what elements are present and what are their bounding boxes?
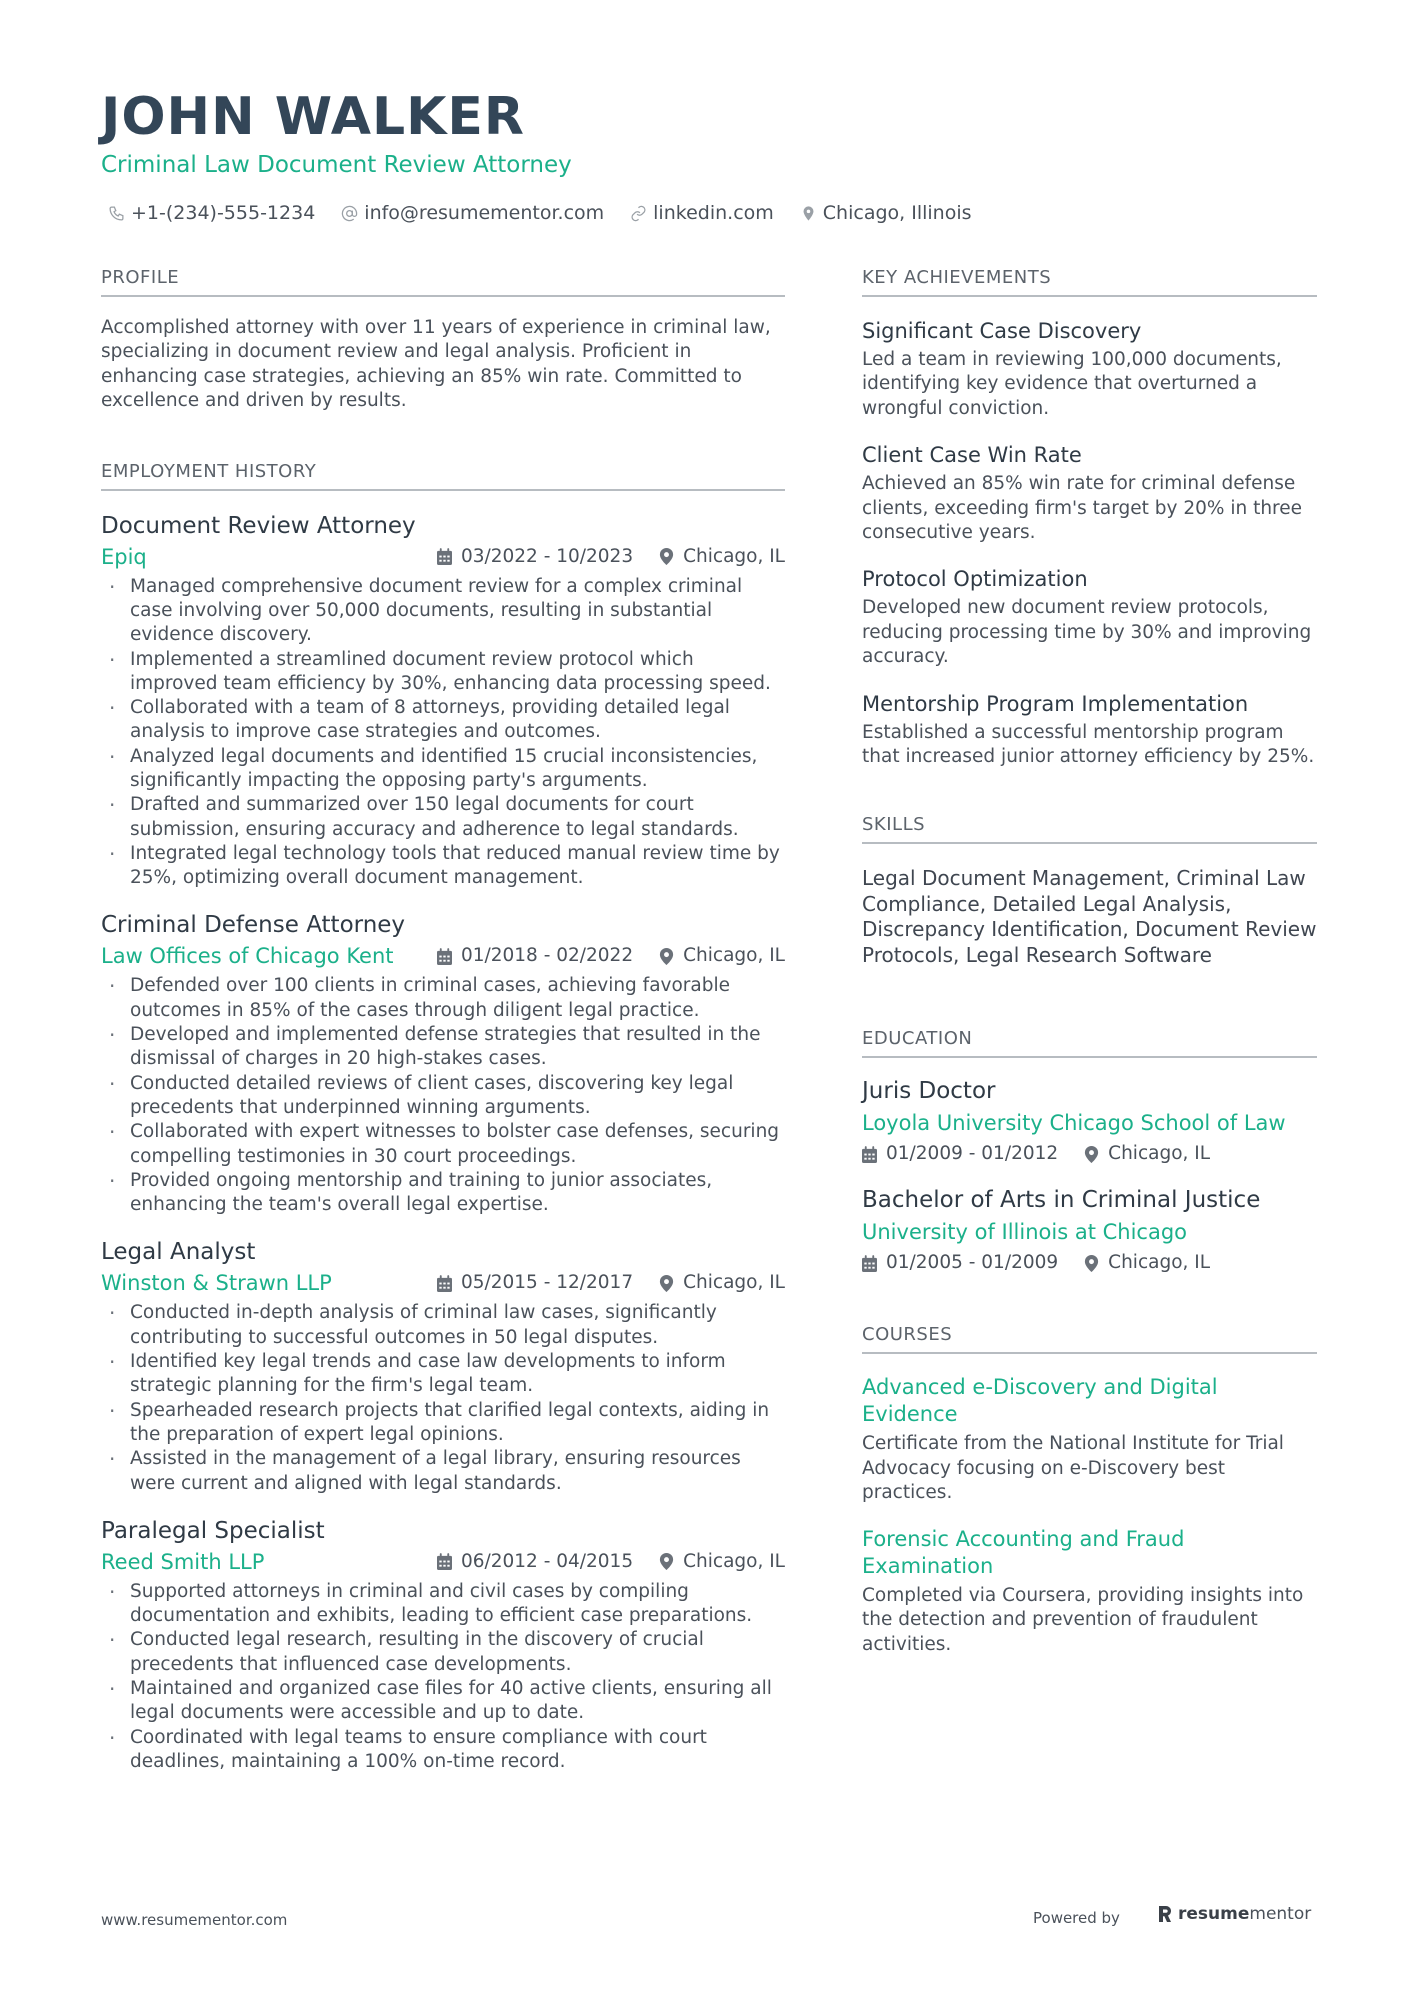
achievement-description: Developed new document review protocols, reducing processing time by 30% and improving accuracy. (862, 597, 1312, 668)
job-bullet: · Spearheaded research projects that clarified legal contexts, aiding in the preparation of expert legal opinions. (101, 1399, 785, 1448)
contact-phone[interactable] (108, 200, 315, 226)
at-icon (341, 205, 358, 222)
job-location-text: Chicago, IL (683, 945, 785, 967)
location-pin-icon (1084, 1255, 1099, 1272)
education-item (862, 1076, 1317, 1167)
course-item (862, 1526, 1317, 1657)
contact-email-text: info@resumementor.com (364, 202, 605, 224)
education-dates (862, 1250, 1058, 1276)
job-title: Criminal Defense Attorney (101, 912, 406, 939)
job-dates (437, 1549, 633, 1575)
skills-heading: SKILLS (862, 813, 1317, 844)
job-entry (101, 511, 785, 891)
courses-list (862, 1374, 1317, 1656)
course-title: Advanced e-Discovery and Digital Evidence (862, 1375, 1218, 1427)
location-pin-icon (659, 948, 674, 965)
school-name: Loyola University Chicago School of Law (862, 1111, 1286, 1136)
job-entry (101, 1237, 785, 1495)
brand-light-text: mentor (1249, 1904, 1312, 1924)
achievement-title: Client Case Win Rate (862, 443, 1082, 468)
footer-brand-logo[interactable] (1157, 1904, 1311, 1924)
contact-phone-text: +1-(234)-555-1234 (131, 202, 316, 224)
achievements-heading: KEY ACHIEVEMENTS (862, 266, 1317, 297)
job-date-location (437, 1270, 785, 1296)
education-location (1084, 1250, 1210, 1276)
education-item (862, 1185, 1317, 1276)
job-bullet: · Collaborated with expert witnesses to bolster case defenses, securing compelling testimonies in 30 court proceedings. (101, 1120, 785, 1169)
calendar-icon (437, 548, 452, 565)
job-meta (101, 1270, 785, 1296)
job-title: Document Review Attorney (101, 512, 416, 539)
job-location-text: Chicago, IL (683, 1550, 785, 1572)
course-item (862, 1374, 1317, 1505)
calendar-icon (862, 1255, 877, 1272)
right-column (862, 266, 1317, 1657)
job-title-headline: Criminal Law Document Review Attorney (101, 152, 572, 178)
job-dates-text: 03/2022 - 10/2023 (460, 545, 634, 567)
job-meta (101, 1549, 785, 1575)
employment-list (101, 511, 785, 1775)
skills-text: Legal Document Management, Criminal Law Compliance, Detailed Legal Analysis, Discrepancy Identification, Document Review Protocols, Legal Research Software (862, 866, 1317, 967)
job-entry (101, 1516, 785, 1774)
job-bullets (101, 1301, 785, 1495)
company-name: Winston & Strawn LLP (101, 1271, 332, 1296)
achievement-title: Significant Case Discovery (862, 319, 1142, 343)
courses-heading: COURSES (862, 1323, 1317, 1354)
job-title: Paralegal Specialist (101, 1517, 325, 1544)
calendar-icon (437, 1553, 452, 1570)
contact-email[interactable] (341, 200, 604, 226)
location-pin-icon (659, 1553, 674, 1570)
education-meta (862, 1250, 1317, 1276)
job-bullet: · Assisted in the management of a legal library, ensuring resources were current and aligned with legal standards. (101, 1447, 785, 1496)
job-location (659, 1549, 785, 1575)
footer-powered-by: Powered by (1033, 1909, 1120, 1927)
achievement-item (862, 690, 1317, 770)
achievement-description: Achieved an 85% win rate for criminal defense clients, exceeding firm's target by 20% in three consecutive years. (862, 473, 1303, 544)
contact-location-text: Chicago, Illinois (822, 202, 972, 224)
profile-text: Accomplished attorney with over 11 years of experience in criminal law, specializing in document review and legal analysis. Proficient in enhancing case strategies, achieving an 85% win rate. Committed to excellence and driven by results. (101, 317, 771, 412)
course-title: Forensic Accounting and Fraud Examination (862, 1526, 1185, 1578)
location-pin-icon (800, 205, 817, 222)
education-meta (862, 1141, 1317, 1167)
degree-name: Juris Doctor (862, 1078, 996, 1105)
job-bullet: · Identified key legal trends and case law developments to inform strategic planning for the firm's legal team. (101, 1350, 785, 1399)
contact-linkedin-text: linkedin.com (653, 202, 774, 224)
job-bullet: · Conducted in-depth analysis of criminal law cases, significantly contributing to successful outcomes in 50 legal disputes. (101, 1301, 785, 1350)
job-bullet: · Developed and implemented defense strategies that resulted in the dismissal of charges in 20 high-stakes cases. (101, 1023, 785, 1072)
job-dates-text: 06/2012 - 04/2015 (460, 1550, 634, 1572)
course-description: Certificate from the National Institute for Trial Advocacy focusing on e-Discovery best practices. (862, 1433, 1284, 1504)
job-bullet: · Conducted detailed reviews of client cases, discovering key legal precedents that underpinned winning arguments. (101, 1072, 785, 1121)
education-location (1084, 1141, 1210, 1167)
job-date-location (437, 544, 785, 570)
company-name: Reed Smith LLP (101, 1549, 265, 1574)
job-date-location (437, 943, 785, 969)
job-meta (101, 544, 785, 570)
link-icon (630, 205, 647, 222)
job-dates (437, 544, 633, 570)
school-name: University of Illinois at Chicago (862, 1220, 1188, 1245)
job-bullet: · Integrated legal technology tools that reduced manual review time by 25%, optimizing overall document management. (101, 842, 785, 891)
contact-linkedin[interactable] (630, 200, 774, 226)
job-location (659, 544, 785, 570)
calendar-icon (437, 948, 452, 965)
job-bullet: · Supported attorneys in criminal and civil cases by compiling documentation and exhibits, leading to efficient case preparations. (101, 1580, 785, 1629)
job-location-text: Chicago, IL (683, 1272, 785, 1294)
education-location-text: Chicago, IL (1108, 1143, 1211, 1165)
phone-icon (108, 205, 125, 222)
job-title: Legal Analyst (101, 1239, 256, 1266)
job-bullet: · Maintained and organized case files for 40 active clients, ensuring all legal documents were accessible and up to date. (101, 1677, 785, 1726)
job-bullets (101, 1580, 785, 1774)
achievement-item (862, 317, 1317, 421)
job-bullet: · Conducted legal research, resulting in the discovery of crucial precedents that influenced case developments. (101, 1628, 785, 1677)
job-location (659, 943, 785, 969)
location-pin-icon (659, 1275, 674, 1292)
achievement-description: Established a successful mentorship program that increased junior attorney efficiency by 25%. (862, 721, 1315, 768)
achievement-item (862, 565, 1317, 669)
job-bullet: · Defended over 100 clients in criminal cases, achieving favorable outcomes in 85% of the cases through diligent legal practice. (101, 974, 785, 1023)
course-description: Completed via Coursera, providing insights into the detection and prevention of fraudulent activities. (862, 1584, 1304, 1655)
job-bullet: · Collaborated with a team of 8 attorneys, providing detailed legal analysis to improve case strategies and outcomes. (101, 696, 785, 745)
calendar-icon (437, 1275, 452, 1292)
calendar-icon (862, 1146, 877, 1163)
candidate-name: JOHN WALKER (101, 87, 525, 147)
job-bullet: · Managed comprehensive document review for a complex criminal case involving over 50,000 documents, resulting in substantial evidence discovery. (101, 575, 785, 648)
profile-heading: PROFILE (101, 266, 785, 297)
job-date-location (437, 1549, 785, 1575)
education-dates-text: 01/2009 - 01/2012 (886, 1143, 1059, 1165)
achievement-item (862, 441, 1317, 545)
job-bullet: · Analyzed legal documents and identified 15 crucial inconsistencies, significantly impacting the opposing party's arguments. (101, 745, 785, 794)
education-heading: EDUCATION (862, 1027, 1317, 1058)
job-dates (437, 943, 633, 969)
job-location-text: Chicago, IL (683, 545, 785, 567)
company-name: Epiq (101, 544, 147, 569)
contact-location (800, 200, 972, 226)
job-bullets (101, 974, 785, 1217)
education-dates-text: 01/2005 - 01/2009 (886, 1252, 1059, 1274)
achievement-title: Mentorship Program Implementation (862, 691, 1249, 716)
job-bullet: · Drafted and summarized over 150 legal documents for court submission, ensuring accuracy and adherence to legal standards. (101, 793, 785, 842)
company-name: Law Offices of Chicago Kent (101, 944, 394, 969)
job-dates (437, 1270, 633, 1296)
job-bullet: · Coordinated with legal teams to ensure compliance with court deadlines, maintaining a 100% on-time record. (101, 1726, 785, 1775)
footer-website[interactable]: www.resumementor.com (101, 1911, 288, 1929)
job-meta (101, 943, 785, 969)
education-dates (862, 1141, 1058, 1167)
employment-heading: EMPLOYMENT HISTORY (101, 460, 785, 491)
job-entry (101, 910, 785, 1217)
brand-bold-text: resume (1178, 1904, 1250, 1924)
job-dates-text: 05/2015 - 12/2017 (460, 1272, 634, 1294)
location-pin-icon (659, 548, 674, 565)
job-bullet: · Provided ongoing mentorship and training to junior associates, enhancing the team's overall legal expertise. (101, 1169, 785, 1218)
achievement-description: Led a team in reviewing 100,000 documents, identifying key evidence that overturned a wrongful conviction. (862, 349, 1282, 419)
education-list (862, 1076, 1317, 1276)
degree-name: Bachelor of Arts in Criminal Justice (862, 1187, 1261, 1214)
job-bullet: · Implemented a streamlined document review protocol which improved team efficiency by 30%, enhancing data processing speed. (101, 648, 785, 697)
location-pin-icon (1084, 1146, 1099, 1163)
achievement-title: Protocol Optimization (862, 567, 1088, 592)
achievements-list (862, 317, 1317, 769)
job-location (659, 1270, 785, 1296)
job-dates-text: 01/2018 - 02/2022 (460, 945, 634, 967)
job-bullets (101, 575, 785, 891)
contact-bar (108, 200, 998, 226)
resumementor-logo-icon (1157, 1904, 1173, 1924)
left-column (101, 266, 785, 1774)
education-location-text: Chicago, IL (1108, 1252, 1211, 1274)
